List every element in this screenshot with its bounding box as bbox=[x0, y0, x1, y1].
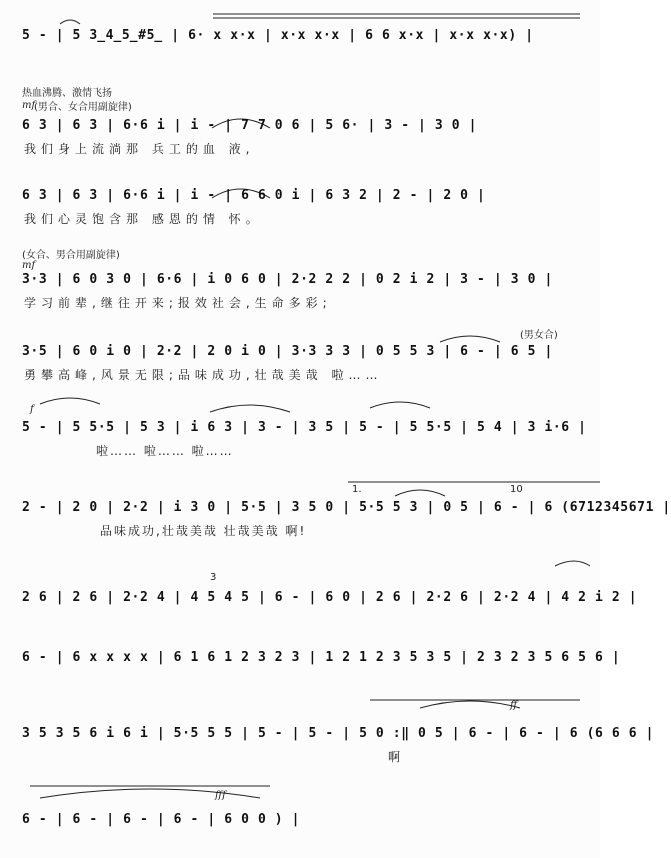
part-note-male-female: (男合、女合用副旋律) bbox=[34, 102, 132, 113]
dynamic-f: f bbox=[30, 404, 34, 415]
dynamic-mf-1: mf bbox=[22, 100, 36, 111]
lyrics-line: 啊 bbox=[388, 750, 406, 764]
notation-line: 3 5 3 5 6 i 6 i | 5·5 5 5 | 5 - | 5 - | 5 0 :‖ 0 5 | 6 - | 6 - | 6 (6 6 6 | bbox=[22, 726, 654, 741]
tuplet-10: 10 bbox=[510, 484, 523, 495]
notation-line: 6 - | 6 - | 6 - | 6 - | 6 0 0 ) | bbox=[22, 812, 301, 827]
notation-line: 6 - | 6 x x x x | 6 1 6 1 2 3 2 3 | 1 2 1 2 3 5 3 5 | 2 3 2 3 5 6 5 6 | bbox=[22, 650, 621, 665]
lyrics-line: 学习前辈,继往开来;报效社会,生命多彩; bbox=[24, 296, 332, 310]
part-note-female-male: (女合、男合用副旋律) bbox=[22, 250, 120, 261]
notation-line: 2 - | 2 0 | 2·2 | i 3 0 | 5·5 | 3 5 0 | 5·5 5 3 | 0 5 | 6 - | 6 (6712345671 | bbox=[22, 500, 671, 515]
notation-line: 5 - | 5 3̲4̲5̲#5̲ | 6· x x·x | x·x x·x | 6 6 x·x | x·x x·x) | bbox=[22, 28, 534, 43]
dynamic-fff: fff bbox=[215, 790, 226, 801]
notation-line: 6 3 | 6 3 | 6·6 i | i - | 6 6 0 i | 6 3 2 | 2 - | 2 0 | bbox=[22, 188, 486, 203]
notation-line: 3·3 | 6 0 3 0 | 6·6 | i 0 6 0 | 2·2 2 2 | 0 2 i 2 | 3 - | 3 0 | bbox=[22, 272, 553, 287]
lyrics-line: 勇攀高峰,风景无限;品味成功,壮哉美哉 啦…… bbox=[24, 368, 383, 382]
lyrics-line: 我们身上流淌那 兵工的血 液, bbox=[24, 142, 255, 156]
section-note: 热血沸腾、激情飞扬 bbox=[22, 88, 112, 99]
dynamic-mf-2: mf bbox=[22, 260, 36, 271]
volta-1: 1. bbox=[352, 484, 362, 495]
notation-line: 6 3 | 6 3 | 6·6 i | i - | 7 7 0 6 | 5 6· | 3 - | 3 0 | bbox=[22, 118, 478, 133]
tuplet-3: 3 bbox=[210, 572, 217, 583]
lyrics-line: 品味成功,壮哉美哉 壮哉美哉 啊! bbox=[100, 524, 307, 538]
part-note-mixed: (男女合) bbox=[520, 330, 558, 341]
lyrics-line: 我们心灵饱含那 感恩的情 怀。 bbox=[24, 212, 263, 226]
lyrics-line: 啦…… 啦…… 啦…… bbox=[96, 444, 234, 458]
notation-line: 5 - | 5 5·5 | 5 3 | i 6 3 | 3 - | 3 5 | 5 - | 5 5·5 | 5 4 | 3 i·6 | bbox=[22, 420, 587, 435]
dynamic-ff: ff bbox=[510, 700, 518, 711]
notation-line: 3·5 | 6 0 i 0 | 2·2 | 2 0 i 0 | 3·3 3 3 | 0 5 5 3 | 6 - | 6 5 | bbox=[22, 344, 553, 359]
notation-line: 2 6 | 2 6 | 2·2 4 | 4 5 4 5 | 6 - | 6 0 | 2 6 | 2·2 6 | 2·2 4 | 4 2 i 2 | bbox=[22, 590, 638, 605]
